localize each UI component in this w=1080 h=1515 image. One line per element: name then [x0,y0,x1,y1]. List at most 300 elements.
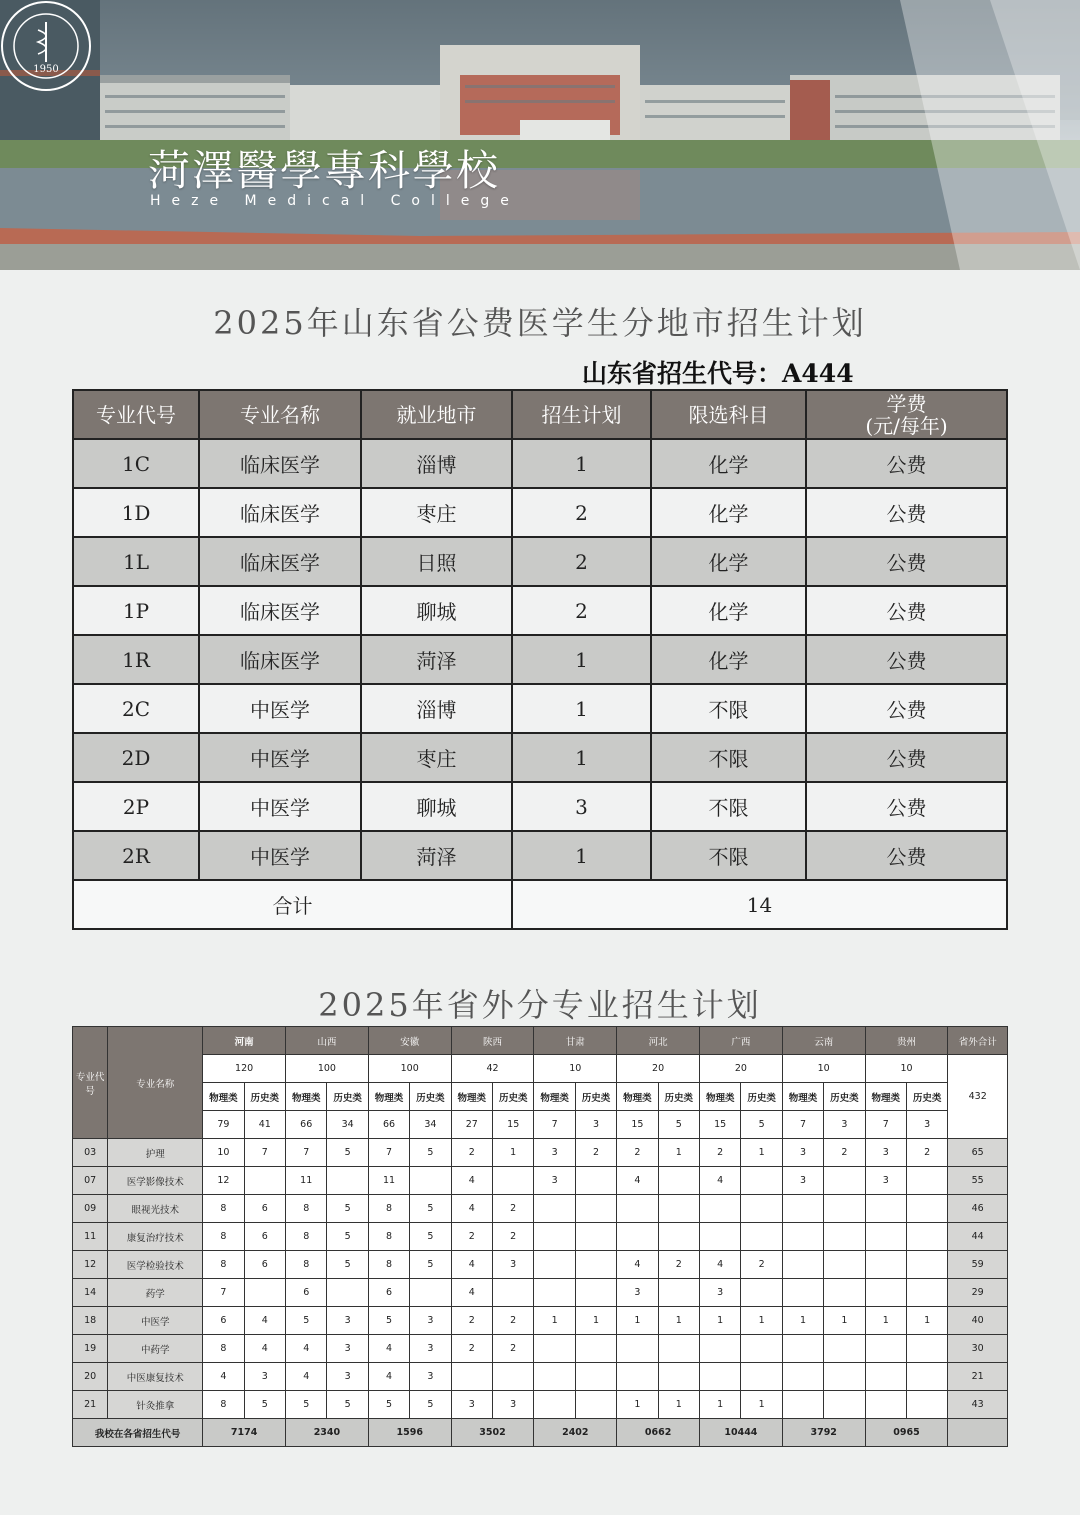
province-code: 0965 [865,1419,948,1447]
table-cell [741,1335,782,1363]
table-cell: 3 [865,1139,906,1167]
col-header [806,390,1007,439]
province-header: 贵州 [865,1027,948,1055]
table-cell [575,1195,616,1223]
footer-row [73,1419,1008,1447]
table-cell [534,1335,575,1363]
table-cell [741,1167,782,1195]
major-code: 11 [73,1223,108,1251]
table-cell: 2 [512,586,651,635]
table-cell: 11 [286,1167,327,1195]
table-cell: 化学 [651,586,806,635]
province-code: 2340 [286,1419,369,1447]
row-sum: 43 [948,1391,1008,1419]
major-name: 中医学 [108,1307,203,1335]
table-cell [824,1363,865,1391]
table-cell: 8 [203,1335,244,1363]
table-cell: 1L [73,537,199,586]
major-code: 07 [73,1167,108,1195]
major-code: 19 [73,1335,108,1363]
table-cell [410,1167,451,1195]
table-cell: 1 [906,1307,947,1335]
table-cell: 淄博 [361,439,512,488]
table-cell [534,1251,575,1279]
table-cell: 6 [244,1223,285,1251]
table-cell: 1 [741,1391,782,1419]
svg-text:1950: 1950 [33,64,59,75]
col-header: 专业名称 [199,390,361,439]
table-cell: 1 [534,1307,575,1335]
table-cell: 日照 [361,537,512,586]
province-header: 陕西 [451,1027,534,1055]
table-row [73,439,1007,488]
table-cell: 公费 [806,586,1007,635]
table-cell: 5 [244,1391,285,1419]
footer-empty [948,1419,1008,1447]
table-cell [451,1363,492,1391]
row-sum: 55 [948,1167,1008,1195]
history-count: 3 [575,1111,616,1139]
table-cell [617,1335,658,1363]
table-cell [575,1335,616,1363]
subject-physics: 物理类 [534,1083,575,1111]
fee-unit: (元/每年) [865,413,948,438]
table-cell: 8 [286,1195,327,1223]
table-cell: 7 [203,1279,244,1307]
table-cell: 2 [493,1223,534,1251]
table-cell [575,1391,616,1419]
province-total: 120 [203,1055,286,1083]
header-code: 专业代号 [73,1027,108,1139]
table-cell: 4 [700,1251,741,1279]
table-row [73,831,1007,880]
table-cell: 3 [244,1363,285,1391]
table-cell: 6 [286,1279,327,1307]
table-cell: 3 [534,1167,575,1195]
province-total: 20 [617,1055,700,1083]
province-code: 1596 [368,1419,451,1447]
history-count: 5 [741,1111,782,1139]
history-count: 34 [410,1111,451,1139]
table-cell: 聊城 [361,586,512,635]
province-header: 甘肃 [534,1027,617,1055]
table-cell [575,1167,616,1195]
province-total: 42 [451,1055,534,1083]
province-header: 安徽 [368,1027,451,1055]
table-cell: 1 [700,1391,741,1419]
major-code: 12 [73,1251,108,1279]
table-cell: 3 [782,1139,823,1167]
table-cell: 1 [512,684,651,733]
province-code: 7174 [203,1419,286,1447]
province-code: 0662 [617,1419,700,1447]
table-cell: 不限 [651,831,806,880]
province-total: 10 [782,1055,865,1083]
table-cell [534,1195,575,1223]
school-name-cn: 菏澤醫學專科學校 [148,146,501,195]
table-cell: 4 [244,1307,285,1335]
table-cell: 公费 [806,782,1007,831]
col-header: 就业地市 [361,390,512,439]
table-cell [658,1223,699,1251]
physics-count: 7 [865,1111,906,1139]
table-cell [782,1251,823,1279]
table-cell: 公费 [806,635,1007,684]
table-cell [741,1279,782,1307]
subject-history: 历史类 [824,1083,865,1111]
table-cell: 3 [782,1167,823,1195]
province-header: 河北 [617,1027,700,1055]
subject-history: 历史类 [658,1083,699,1111]
table-cell [575,1251,616,1279]
table-cell [865,1391,906,1419]
table-row [73,1195,1008,1223]
table-cell: 4 [617,1167,658,1195]
table-cell [658,1279,699,1307]
table-row [73,586,1007,635]
table-cell: 3 [617,1279,658,1307]
table-row [73,1167,1008,1195]
table-cell [906,1279,947,1307]
table-cell: 5 [286,1307,327,1335]
row-sum: 29 [948,1279,1008,1307]
table-cell: 5 [410,1139,451,1167]
physics-count: 79 [203,1111,244,1139]
table-cell: 5 [410,1195,451,1223]
subject-history: 历史类 [493,1083,534,1111]
row-sum: 40 [948,1307,1008,1335]
table-row [73,1391,1008,1419]
table-cell: 8 [286,1251,327,1279]
province-total: 10 [534,1055,617,1083]
table-cell [658,1335,699,1363]
subject-physics: 物理类 [451,1083,492,1111]
table-cell: 7 [368,1139,409,1167]
history-count: 5 [658,1111,699,1139]
table-cell: 3 [410,1335,451,1363]
table-cell: 1 [782,1307,823,1335]
table-cell [906,1363,947,1391]
table-cell [865,1223,906,1251]
table-cell [824,1335,865,1363]
table-cell [575,1279,616,1307]
table-cell: 4 [286,1335,327,1363]
table-cell: 3 [327,1335,368,1363]
table-cell: 2 [512,488,651,537]
table-cell: 3 [700,1279,741,1307]
history-count: 3 [824,1111,865,1139]
row-sum: 59 [948,1251,1008,1279]
table-cell: 6 [244,1251,285,1279]
header-banner [0,0,1080,270]
total-label: 合计 [73,880,512,929]
subject-history: 历史类 [327,1083,368,1111]
table-cell: 5 [327,1223,368,1251]
history-count: 34 [327,1111,368,1139]
table-cell: 2 [575,1139,616,1167]
table-cell [865,1335,906,1363]
table-cell: 1 [741,1139,782,1167]
table-cell: 2 [741,1251,782,1279]
table-cell: 1 [512,831,651,880]
table-cell: 2 [451,1335,492,1363]
table-cell: 2R [73,831,199,880]
table-row [73,1223,1008,1251]
table-header-row [73,390,1007,439]
table-cell: 8 [286,1223,327,1251]
col-header: 招生计划 [512,390,651,439]
table-row [73,1251,1008,1279]
table-cell: 2 [512,537,651,586]
total-value: 14 [512,880,1007,929]
table-cell: 1 [700,1307,741,1335]
grand-total: 432 [948,1055,1008,1139]
table-cell: 4 [451,1167,492,1195]
table-cell [617,1195,658,1223]
table-cell: 2 [451,1307,492,1335]
major-code: 21 [73,1391,108,1419]
table-cell: 1 [741,1307,782,1335]
table-cell [865,1363,906,1391]
col-header: 限选科目 [651,390,806,439]
table-cell: 临床医学 [199,586,361,635]
table-cell: 临床医学 [199,537,361,586]
table-cell: 化学 [651,439,806,488]
table-cell: 中医学 [199,684,361,733]
table-cell: 1R [73,635,199,684]
province-header: 河南 [203,1027,286,1055]
table-cell: 枣庄 [361,733,512,782]
province-total: 20 [700,1055,783,1083]
table-cell: 8 [368,1223,409,1251]
table-cell: 3 [410,1307,451,1335]
table-cell: 1 [658,1139,699,1167]
table-cell [741,1223,782,1251]
table-cell [824,1195,865,1223]
table-cell: 4 [617,1251,658,1279]
table-cell: 临床医学 [199,488,361,537]
table-row [73,1363,1008,1391]
table-cell [865,1279,906,1307]
table-cell [782,1223,823,1251]
subject-physics: 物理类 [368,1083,409,1111]
table-cell: 4 [451,1279,492,1307]
table-cell: 3 [493,1251,534,1279]
table-cell [824,1279,865,1307]
table-cell: 中医学 [199,782,361,831]
table-cell: 1D [73,488,199,537]
table-cell: 5 [410,1223,451,1251]
table-cell [410,1279,451,1307]
table-cell [782,1363,823,1391]
table-cell [906,1335,947,1363]
table-cell [244,1167,285,1195]
school-seal-icon [0,0,92,92]
table-row [73,537,1007,586]
province-header: 广西 [700,1027,783,1055]
table-cell [534,1279,575,1307]
major-code: 20 [73,1363,108,1391]
campus-illustration [0,0,1080,270]
table-cell: 4 [244,1335,285,1363]
province-total: 100 [368,1055,451,1083]
table-cell: 3 [451,1391,492,1419]
major-name: 针灸推拿 [108,1391,203,1419]
table-cell [534,1223,575,1251]
major-name: 护理 [108,1139,203,1167]
table-cell: 化学 [651,537,806,586]
table-cell: 2D [73,733,199,782]
subject-physics: 物理类 [700,1083,741,1111]
table-cell [906,1223,947,1251]
table-cell: 3 [327,1363,368,1391]
table-cell: 化学 [651,488,806,537]
table-cell [824,1391,865,1419]
table-cell [700,1223,741,1251]
table-cell: 2 [493,1335,534,1363]
table-cell: 3 [534,1139,575,1167]
row-sum: 65 [948,1139,1008,1167]
table-cell: 3 [327,1307,368,1335]
physics-count: 7 [782,1111,823,1139]
table-cell: 1 [512,635,651,684]
province-header-row [73,1027,1008,1055]
subject-physics: 物理类 [865,1083,906,1111]
table-cell: 2 [617,1139,658,1167]
table-cell [824,1167,865,1195]
table-cell: 5 [286,1391,327,1419]
table-cell: 8 [368,1251,409,1279]
table-cell: 2 [700,1139,741,1167]
table-cell: 5 [410,1251,451,1279]
table-cell: 淄博 [361,684,512,733]
table-cell [575,1363,616,1391]
table-cell [658,1167,699,1195]
table-cell: 5 [368,1391,409,1419]
table-cell [658,1195,699,1223]
table-cell: 1 [617,1391,658,1419]
table-cell: 2 [493,1195,534,1223]
table-row [73,733,1007,782]
header-name: 专业名称 [108,1027,203,1139]
table-cell: 公费 [806,488,1007,537]
subject-history: 历史类 [575,1083,616,1111]
table-cell [906,1391,947,1419]
table-cell [617,1223,658,1251]
table-cell: 中医学 [199,831,361,880]
table-cell [493,1363,534,1391]
table-cell: 8 [203,1251,244,1279]
major-name: 中医康复技术 [108,1363,203,1391]
table-cell: 临床医学 [199,439,361,488]
province-total-row [73,1055,1008,1083]
physics-count: 15 [700,1111,741,1139]
table-cell: 10 [203,1139,244,1167]
table-cell: 7 [286,1139,327,1167]
province-code: 3502 [451,1419,534,1447]
table-cell [244,1279,285,1307]
table-cell: 2 [451,1139,492,1167]
major-name: 中药学 [108,1335,203,1363]
table-cell: 1 [824,1307,865,1335]
table-cell [782,1195,823,1223]
table-cell: 2 [493,1307,534,1335]
table-cell: 公费 [806,733,1007,782]
table-cell: 临床医学 [199,635,361,684]
subject-physics: 物理类 [617,1083,658,1111]
subject-count-row [73,1111,1008,1139]
table-cell: 1 [865,1307,906,1335]
table-cell: 4 [451,1251,492,1279]
table-cell [865,1251,906,1279]
table-row [73,635,1007,684]
table-cell [906,1167,947,1195]
table-cell: 2 [451,1223,492,1251]
table-cell: 1C [73,439,199,488]
table-cell [575,1223,616,1251]
table-cell: 5 [410,1391,451,1419]
table-cell: 1 [617,1307,658,1335]
province-code: 10444 [700,1419,783,1447]
major-name: 医学检验技术 [108,1251,203,1279]
table-cell: 6 [203,1307,244,1335]
subject-history: 历史类 [741,1083,782,1111]
table-cell: 1 [512,733,651,782]
province-code: 2402 [534,1419,617,1447]
major-name: 医学影像技术 [108,1167,203,1195]
table-cell: 1 [575,1307,616,1335]
table-cell: 枣庄 [361,488,512,537]
table-cell: 8 [203,1195,244,1223]
subject-history: 历史类 [410,1083,451,1111]
table-cell [741,1195,782,1223]
subject-history: 历史类 [906,1083,947,1111]
plan1-title: 2025年山东省公费医学生分地市招生计划 [213,304,867,342]
table-cell: 2P [73,782,199,831]
subject-history: 历史类 [244,1083,285,1111]
table-cell: 公费 [806,831,1007,880]
table-cell: 公费 [806,537,1007,586]
table-cell [534,1391,575,1419]
fee-label: 学费 [886,391,927,416]
table-cell [493,1167,534,1195]
table-cell: 7 [244,1139,285,1167]
plan2-title: 2025年省外分专业招生计划 [318,986,762,1024]
table-cell [534,1363,575,1391]
table-cell: 5 [327,1251,368,1279]
table-cell [700,1335,741,1363]
table-cell [327,1279,368,1307]
table-cell: 3 [512,782,651,831]
table-cell: 1 [493,1139,534,1167]
table-cell [327,1167,368,1195]
table-cell [906,1251,947,1279]
table-cell [493,1279,534,1307]
shandong-plan-table [72,389,1008,930]
table-cell: 4 [368,1335,409,1363]
table-cell [782,1391,823,1419]
table-row [73,488,1007,537]
table-cell: 5 [368,1307,409,1335]
table-cell: 11 [368,1167,409,1195]
table-cell: 中医学 [199,733,361,782]
province-total: 100 [286,1055,369,1083]
subject-header-row [73,1083,1008,1111]
table-cell: 菏泽 [361,831,512,880]
table-cell: 4 [368,1363,409,1391]
table-cell: 2C [73,684,199,733]
history-count: 3 [906,1111,947,1139]
